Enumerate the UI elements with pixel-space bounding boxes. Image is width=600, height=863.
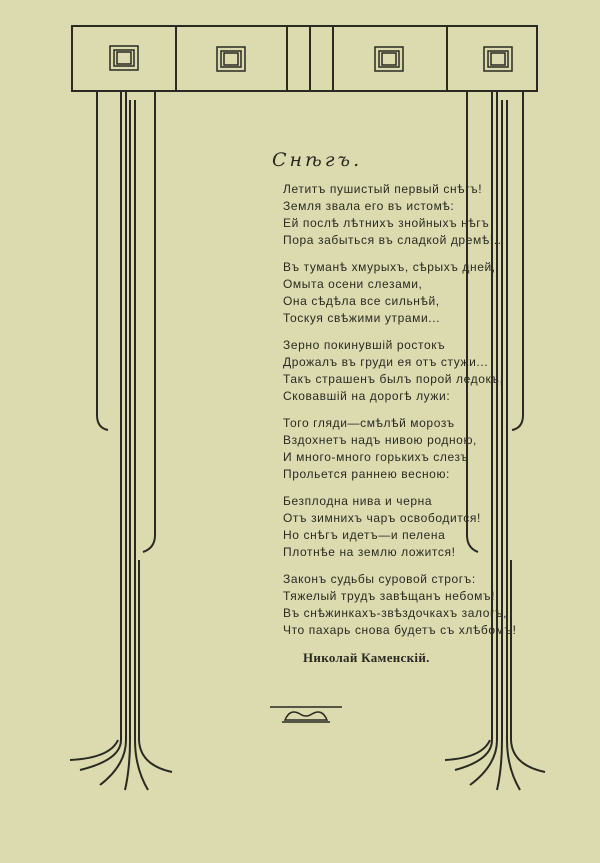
poem-title: Снѣгъ. bbox=[272, 149, 363, 171]
stanza bbox=[283, 571, 517, 639]
poem-line: Сковавшій на дорогѣ лужи: bbox=[283, 389, 451, 403]
poem-line: Но снѣгъ идетъ—и пелена bbox=[283, 528, 446, 542]
top-frame-bar bbox=[72, 26, 537, 91]
poem-line: Зерно покинувшій ростокъ bbox=[283, 338, 446, 352]
stanza bbox=[283, 181, 502, 249]
poem-line: Вздохнетъ надъ нивою родною, bbox=[283, 433, 477, 447]
poem-line: Тяжелый трудъ завѣщанъ небомъ! bbox=[283, 589, 496, 603]
poem-line: Того гляди—смѣлѣй морозъ bbox=[283, 416, 455, 430]
poem-line: Въ туманѣ хмурыхъ, сѣрыхъ дней, bbox=[283, 260, 496, 274]
poem-line: Прольется раннею весною: bbox=[283, 467, 450, 481]
poem-line: Пора забыться въ сладкой дремѣ!.. bbox=[283, 233, 502, 247]
poem-line: Земля звала его въ истомѣ: bbox=[283, 199, 455, 213]
poem-line: Ей послѣ лѣтнихъ знойныхъ нѣгъ bbox=[283, 216, 490, 230]
poem-line: Летитъ пушистый первый снѣгъ! bbox=[283, 182, 483, 196]
left-pillar bbox=[70, 92, 172, 790]
poem-line: Что пахарь снова будетъ съ хлѣбомъ! bbox=[283, 623, 517, 637]
poem-line: Плотнѣе на землю ложится! bbox=[283, 545, 456, 559]
poem-line: Такъ страшенъ былъ порой ледокъ, bbox=[283, 372, 504, 386]
poem-line: Отъ зимнихъ чаръ освободится! bbox=[283, 511, 481, 525]
stanza bbox=[283, 493, 483, 561]
stanza bbox=[283, 259, 496, 327]
poem-line: Въ снѣжинкахъ-звѣздочкахъ залогъ, bbox=[283, 606, 508, 620]
bottom-ornament bbox=[270, 707, 342, 722]
poem-line: И много-много горькихъ слезъ bbox=[283, 450, 469, 464]
stanza bbox=[283, 415, 483, 483]
poem-line: Безплодна нива и черна bbox=[283, 494, 433, 508]
poem-author: Николай Каменскій. bbox=[303, 650, 430, 665]
poem-body bbox=[283, 181, 517, 649]
poem-line: Дрожалъ въ груди ея отъ стужи... bbox=[283, 355, 489, 369]
poem-line: Законъ судьбы суровой строгъ: bbox=[283, 572, 476, 586]
poem-line: Она сѣдѣла все сильнѣй, bbox=[283, 294, 440, 308]
stanza bbox=[283, 337, 504, 405]
poem-line: Омыта осени слезами, bbox=[283, 277, 423, 291]
poem-line: Тоскуя свѣжими утрами... bbox=[283, 311, 441, 325]
